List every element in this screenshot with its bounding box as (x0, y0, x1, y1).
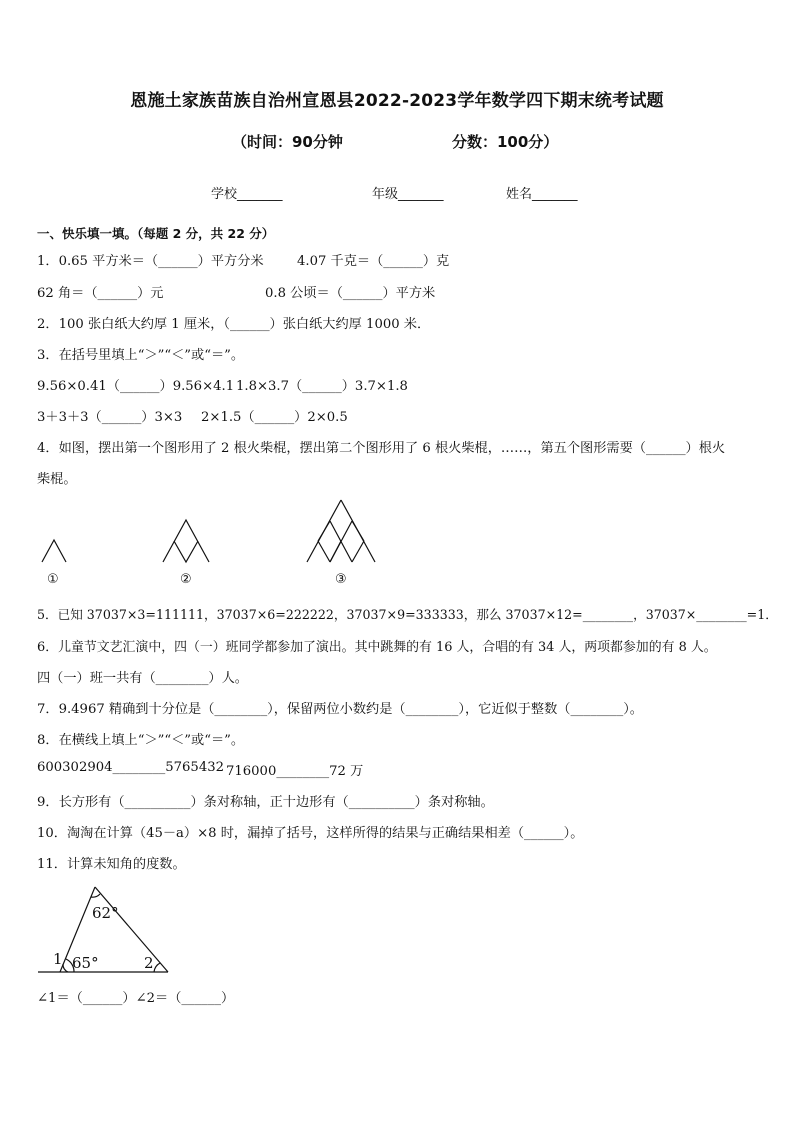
q3-part-c: 3＋3＋3（______）3×3 (37, 410, 183, 425)
question-9: 9．长方形有（__________）条对称轴，正十边形有（__________）条对称轴。 (37, 795, 494, 810)
question-5: 5．已知 37037×3=111111，37037×6=222222，37037×9=333333，那么 37037×12=________，37037×________=1． (37, 607, 778, 622)
q8-part-a: 600302904________5765432 (37, 760, 224, 775)
q8-part-b: 716000________72 万 (226, 764, 364, 779)
q6-line-1: 6．儿童节文艺汇演中，四（一）班同学都参加了演出。其中跳舞的有 16 人，合唱的有 34 人，两项都参加的有 8 人。 (37, 640, 717, 655)
angle-1-label: 1 (53, 950, 63, 968)
angle-top-label: 62° (92, 904, 119, 922)
q1-part-b: 4.07 千克＝（______）克 (297, 254, 450, 269)
q3-part-d: 2×1.5（______）2×0.5 (201, 410, 348, 425)
figure-3-label: ③ (335, 572, 347, 587)
name-field: 姓名_______ (506, 187, 578, 202)
angle-1-arc (63, 964, 68, 972)
q1-part-d: 0.8 公顷＝（______）平方米 (265, 286, 436, 301)
angle-left-label: 65° (72, 954, 99, 972)
q6-line-2: 四（一）班一共有（________）人。 (37, 671, 248, 686)
q11-answer: ∠1＝（______）∠2＝（______） (37, 991, 235, 1006)
exam-time: （时间：90分钟 (232, 133, 343, 151)
q3-part-a: 9.56×0.41（______）9.56×4.1 (37, 379, 235, 394)
q1-part-c: 62 角＝（______）元 (37, 286, 164, 301)
exam-score: 分数：100分） (452, 133, 559, 151)
figure-1-label: ① (47, 572, 59, 587)
q4-line-2: 柴棍。 (37, 472, 77, 487)
q3-part-b: 1.8×3.7（______）3.7×1.8 (236, 379, 408, 394)
matchstick-figures (0, 500, 794, 590)
angle-2-label: 2 (144, 954, 154, 972)
q8-stem: 8．在横线上填上“＞”“＜”或“＝”。 (37, 733, 245, 748)
question-10: 10．淘淘在计算（45－a）×8 时，漏掉了括号，这样所得的结果与正确结果相差（______）。 (37, 826, 584, 841)
school-field: 学校_______ (211, 187, 283, 202)
q11-stem: 11．计算未知角的度数。 (37, 857, 186, 872)
figure-2-label: ② (180, 572, 192, 587)
question-2: 2．100 张白纸大约厚 1 厘米，（______）张白纸大约厚 1000 米． (37, 317, 431, 332)
figure-2-shape (163, 520, 209, 562)
q1-part-a: 1．0.65 平方米＝（______）平方分米 (37, 254, 264, 269)
q3-stem: 3．在括号里填上“＞”“＜”或“＝”。 (37, 348, 245, 363)
figure-3-shape (307, 500, 375, 562)
section-heading: 一、快乐填一填。（每题 2 分，共 22 分） (37, 226, 275, 241)
triangle-right-side (95, 887, 168, 972)
page-title: 恩施土家族苗族自治州宣恩县2022-2023学年数学四下期末统考试题 (130, 91, 664, 111)
angle-2-arc (154, 963, 160, 972)
q4-line-1: 4．如图，摆出第一个图形用了 2 根火柴棍，摆出第二个图形用了 6 根火柴棍，……，第五个图形需要（______）根火 (37, 441, 726, 456)
grade-field: 年级_______ (372, 187, 444, 202)
question-7: 7．9.4967 精确到十分位是（________），保留两位小数约是（________），它近似于整数（________）。 (37, 702, 643, 717)
figure-1-shape (42, 540, 66, 562)
